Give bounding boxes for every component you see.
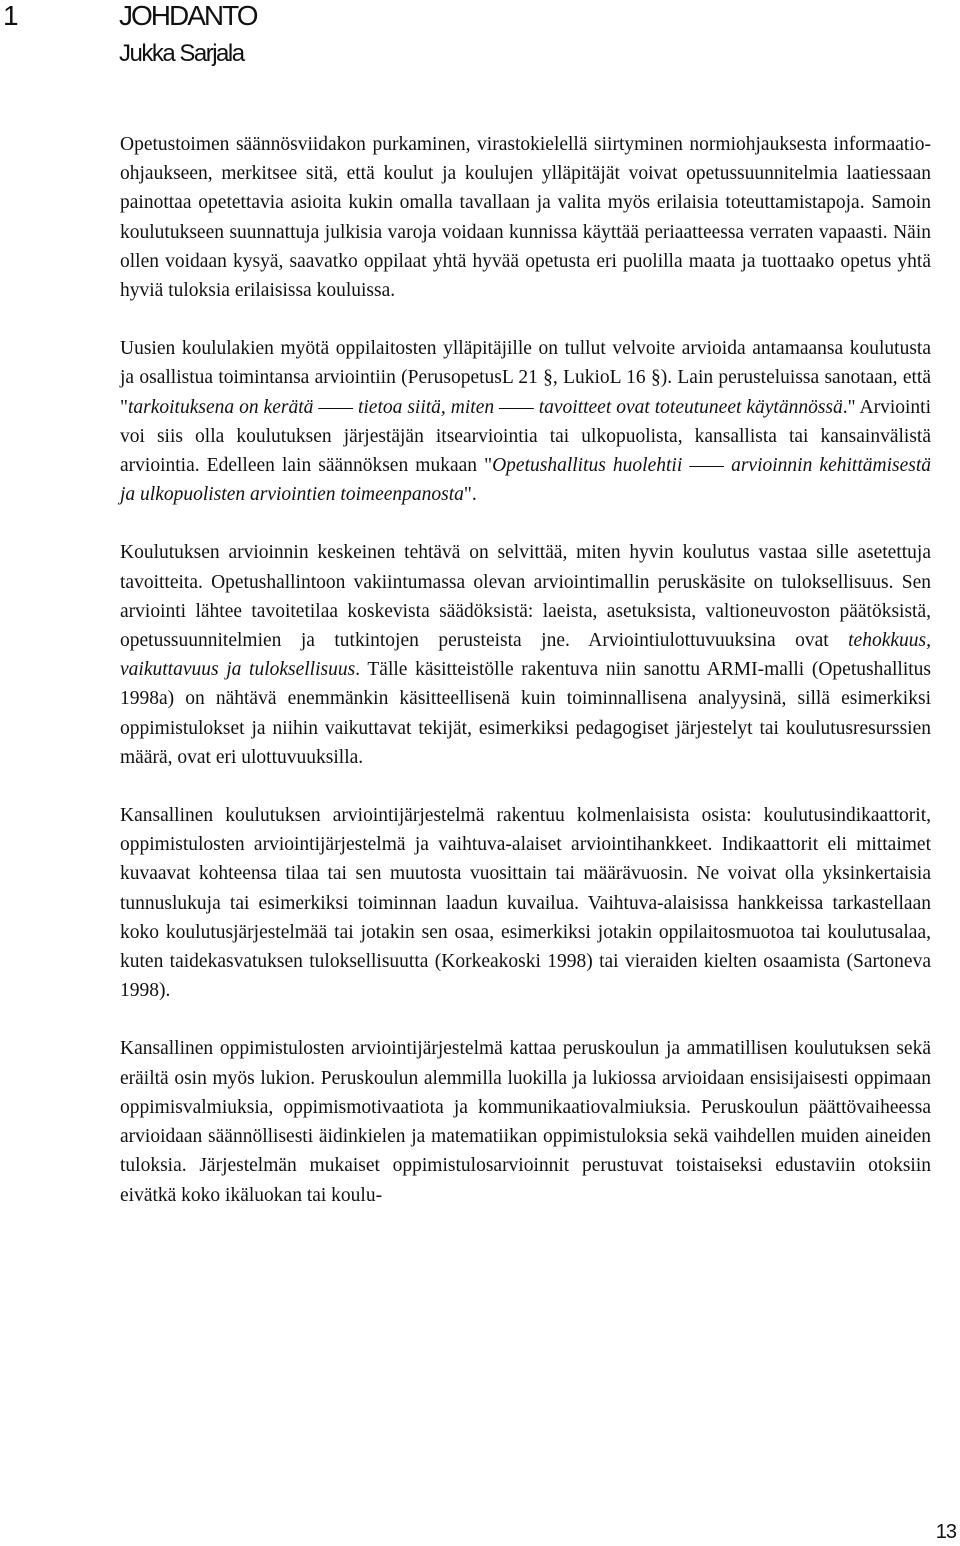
paragraph bbox=[120, 334, 931, 509]
chapter-number: 1 bbox=[3, 0, 18, 31]
quoted-text: tarkoituksena on kerätä —— tietoa siitä, miten —— tavoitteet ovat toteutuneet käytännössä bbox=[127, 396, 843, 418]
author-name: Jukka Sarjala bbox=[119, 40, 244, 67]
text-segment: Kansallinen oppimistulosten arviointijärjestelmä kattaa peruskoulun ja ammatillisen koulutuksen sekä eräiltä osin myös lukion. Peruskoulun alemmilla luokilla ja lukiossa arvioidaan ensisijaisesti oppimaan oppimisvalmiuksia, oppimismotivaatiota ja kommunikaatiovalmiuksia. Peruskoulun päättövaiheessa arvioidaan säännöllisesti äidinkielen ja matematiikan oppimistuloksia sekä vaihdellen muiden aineiden tuloksia. Järjestelmän mukaiset oppimistulosarvioinnit perustuvat toistaiseksi edustaviin otoksiin eivätkä koko ikäluokan tai koulu- bbox=[120, 1038, 931, 1206]
text-segment: ". bbox=[463, 484, 477, 506]
quoted-text: Opetushallitus huolehtii —— arvioinnin kehittämisestä ja ulkopuolisten arviointien toimeenpanosta bbox=[120, 455, 931, 506]
text-segment: ." Arviointi voi siis olla koulutuksen järjestäjän itsearviointia tai ulkopuolista, kansallista tai kansainvälistä arviointia. Edelleen lain säännöksen mukaan " bbox=[120, 396, 931, 477]
paragraph bbox=[120, 801, 931, 1005]
text-segment: Opetustoimen säännösviidakon purkaminen, virastokielellä siirtyminen normiohjauksesta informaatio-ohjaukseen, merkitsee sitä, että koulut ja koulujen ylläpitäjät voivat opetussuunnitelmia laatiessaan painottaa opetettavia asioita kukin omalla tavallaan ja valita myös erilaisia toteuttamistapoja. Samoin koulutukseen suunnattuja julkisia varoja voidaan kunnissa käyttää periaatteessa verraten vapaasti. Näin ollen voidaan kysyä, saavatko oppilaat yhtä hyvää opetusta eri puolilla maata ja tuottaako opetus yhtä hyviä tuloksia erilaisissa kouluissa. bbox=[120, 134, 931, 302]
paragraph bbox=[120, 1034, 931, 1209]
text-segment: . Tälle käsitteistölle rakentuva niin sanottu ARMI-malli (Opetushallitus 1998a) on nähtävä enemmänkin käsitteellisenä kuin toiminnallisena analyysinä, sillä esimerkiksi oppimistulokset ja niihin vaikuttavat tekijät, esimerkiksi pedagogiset järjestelyt tai koulutusresurssien määrä, ovat eri ulottuvuuksilla. bbox=[120, 659, 932, 768]
paragraph bbox=[120, 130, 931, 305]
text-segment: Koulutuksen arvioinnin keskeinen tehtävä on selvittää, miten hyvin koulutus vastaa sille asetettuja tavoitteita. Opetushallintoon vakiintumassa olevan arviointimallin peruskäsite on tuloksellisuus. Sen arviointi lähtee tavoitetilaa koskevista säädöksistä: laeista, asetuksista, valtioneuvoston päätöksistä, opetussuunnitelmien ja tutkintojen perusteista jne. Arviointiulottuvuuksina ovat bbox=[120, 542, 931, 652]
text-segment: Kansallinen koulutuksen arviointijärjestelmä rakentuu kolmenlaisista osista: koulutusindikaattorit, oppimistulosten arviointijärjestelmä ja vaihtuva-alaiset arviointihankkeet. Indikaattorit eli mittaimet kuvaavat kohteensa tilaa tai sen muutosta vuosittain tai määrävuosin. Ne voivat olla yksinkertaisia tunnuslukuja tai esimerkiksi toiminnan laadun kuvailua. Vaihtuva-alaisissa hankkeissa tarkastellaan koko koulutusjärjestelmää tai jotakin sen osaa, esimerkiksi jotakin oppilaitosmuotoa tai koulutusalaa, kuten taidekasvatuksen tuloksellisuutta (Korkeakoski 1998) tai vieraiden kielten osaamista (Sartoneva 1998). bbox=[120, 805, 931, 1002]
body-text bbox=[120, 130, 931, 1239]
emphasized-text: tehokkuus, vaikuttavuus ja tuloksellisuus bbox=[120, 630, 931, 681]
page-number: 13 bbox=[935, 1521, 956, 1543]
paragraph bbox=[120, 538, 931, 772]
chapter-title: JOHDANTO bbox=[119, 0, 257, 31]
text-segment: Uusien koululakien myötä oppilaitosten ylläpitäjille on tullut velvoite arvioida antamaansa koulutusta ja osallistua toimintansa arviointiin (PerusopetusL 21 §, LukioL 16 §). Lain perusteluissa sanotaan, että " bbox=[120, 338, 931, 418]
